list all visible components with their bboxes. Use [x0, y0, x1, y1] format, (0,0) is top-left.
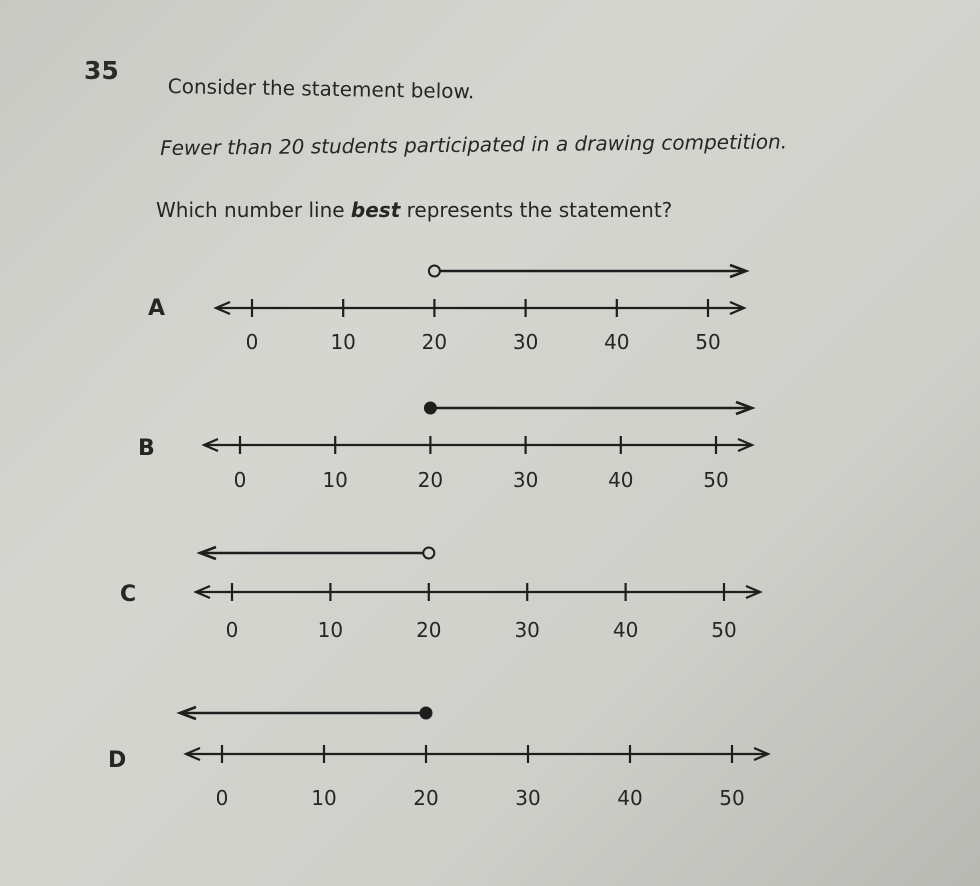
closed-endpoint-b [425, 403, 436, 414]
tick-label-b-50: 50 [703, 468, 729, 492]
tick-label-b-20: 20 [417, 468, 444, 492]
option-label-a[interactable]: A [148, 296, 166, 321]
tick-label-a-50: 50 [695, 330, 721, 354]
open-endpoint-a [429, 266, 440, 277]
tick-label-d-10: 10 [311, 786, 337, 810]
tick-label-b-30: 30 [512, 468, 539, 492]
tick-label-a-30: 30 [512, 330, 539, 354]
question-text-before: Which number line [156, 198, 351, 222]
question-text-after: represents the statement? [400, 198, 673, 222]
tick-label-d-40: 40 [617, 786, 643, 810]
tick-label-a-40: 40 [604, 330, 630, 354]
tick-label-c-10: 10 [317, 618, 344, 642]
tick-label-b-10: 10 [322, 468, 348, 492]
open-endpoint-c [423, 548, 434, 559]
tick-label-b-0: 0 [233, 468, 247, 492]
tick-label-c-40: 40 [612, 618, 639, 642]
question-prompt: Consider the statement below. [167, 74, 475, 104]
closed-endpoint-d [421, 708, 432, 719]
tick-label-c-20: 20 [416, 618, 442, 642]
option-label-c[interactable]: C [120, 582, 137, 607]
tick-label-a-20: 20 [421, 330, 448, 354]
statement-text: Fewer than 20 students participated in a drawing competition. [160, 129, 788, 160]
tick-label-a-0: 0 [245, 330, 259, 354]
question-number: 35 [84, 56, 119, 85]
option-label-b[interactable]: B [138, 436, 155, 461]
tick-label-c-0: 0 [225, 618, 239, 642]
tick-label-d-50: 50 [719, 786, 745, 810]
tick-label-c-30: 30 [514, 618, 540, 642]
tick-label-d-30: 30 [515, 786, 541, 810]
tick-label-c-50: 50 [711, 618, 737, 642]
question-emphasis: best [350, 198, 401, 222]
tick-label-a-10: 10 [330, 330, 356, 354]
tick-label-d-20: 20 [413, 786, 439, 810]
option-label-d[interactable]: D [108, 748, 127, 773]
tick-label-d-0: 0 [215, 786, 229, 810]
tick-label-b-40: 40 [608, 468, 634, 492]
